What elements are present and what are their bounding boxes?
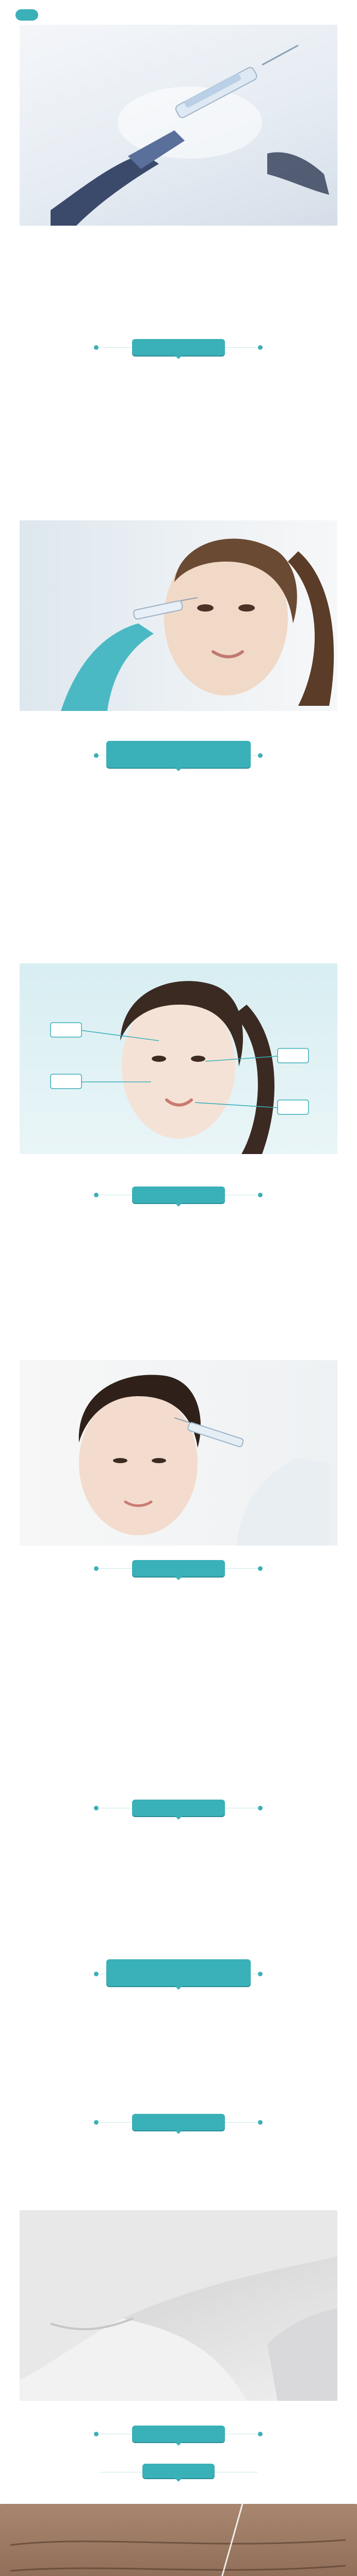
section-title-7 bbox=[132, 2114, 225, 2130]
article-tag bbox=[15, 9, 38, 21]
section-title-2 bbox=[106, 741, 251, 768]
wrinkle-texture-1 bbox=[0, 2504, 357, 2576]
section-heading-6 bbox=[0, 1950, 357, 1997]
section-heading-7 bbox=[0, 2105, 357, 2142]
section-title-4 bbox=[132, 1560, 225, 1577]
section-heading-8 bbox=[0, 2416, 357, 2453]
section-title-8 bbox=[132, 2426, 225, 2442]
section-title-6 bbox=[106, 1959, 251, 1986]
section-heading-4 bbox=[0, 1551, 357, 1588]
section-heading-3 bbox=[0, 1177, 357, 1214]
forehead-injection-illustration bbox=[20, 1360, 337, 1546]
section-heading-1 bbox=[0, 330, 357, 367]
section-1-photo bbox=[20, 520, 337, 711]
section-heading-9 bbox=[0, 2458, 357, 2488]
section-heading-2 bbox=[0, 732, 357, 779]
section-heading-5 bbox=[0, 1790, 357, 1827]
section-2-photo bbox=[20, 963, 337, 1154]
section-7-photo bbox=[20, 2210, 337, 2401]
intro-photo bbox=[20, 25, 337, 226]
injection-illustration bbox=[20, 25, 337, 226]
section-3-photo bbox=[20, 1360, 337, 1546]
section-title-5 bbox=[132, 1800, 225, 1816]
section-title-1 bbox=[132, 339, 225, 355]
section-title-9 bbox=[142, 2464, 215, 2478]
face-injection-illustration bbox=[20, 520, 337, 711]
compare-panel-1 bbox=[0, 2504, 357, 2576]
face-zones-illustration bbox=[20, 963, 337, 1154]
section-title-3 bbox=[132, 1187, 225, 1203]
underarm-illustration bbox=[20, 2210, 337, 2401]
